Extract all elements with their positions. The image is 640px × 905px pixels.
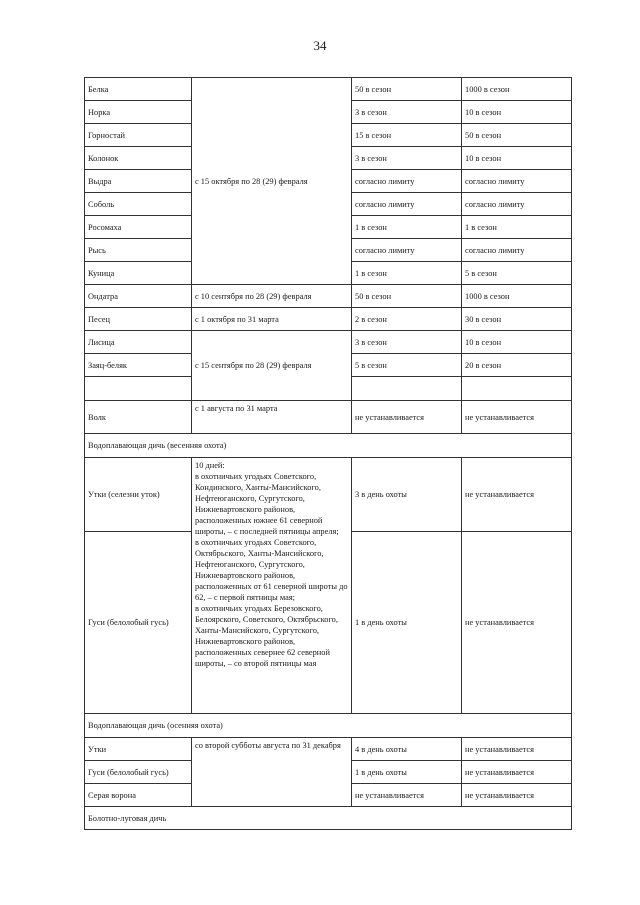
section-autumn-hunt: Водоплавающая дичь (осенняя охота) [85,714,572,738]
period-cell: с 10 сентября по 28 (29) февраля [192,285,352,308]
animal-cell: Куница [85,262,192,285]
section-spring-hunt: Водоплавающая дичь (весенняя охота) [85,434,572,458]
season-limit-cell: 3 в день охоты [352,458,462,532]
season-limit-cell: согласно лимиту [352,239,462,262]
table-row [85,401,572,434]
season-limit-cell: согласно лимиту [352,170,462,193]
hunter-limit-cell: 1 в сезон [462,216,572,239]
section-header-row [85,434,572,458]
hunter-limit-cell: не устанавливается [462,401,572,434]
hunter-limit-cell: 10 в сезон [462,147,572,170]
section-header-row [85,714,572,738]
hunter-limit-cell: не устанавливается [462,532,572,714]
season-limit-cell: 50 в сезон [352,285,462,308]
table-row [85,285,572,308]
table-row [85,308,572,331]
hunter-limit-cell: 50 в сезон [462,124,572,147]
animal-cell: Рысь [85,239,192,262]
animal-cell: Заяц-беляк [85,354,192,377]
empty-cell [85,377,192,401]
table-row [85,331,572,354]
season-limit-cell: 1 в день охоты [352,761,462,784]
spring-period-intro: 10 дней: [195,461,225,470]
season-limit-cell: 5 в сезон [352,354,462,377]
page-number: 34 [313,38,327,53]
table-row [85,738,572,761]
animal-cell: Горностай [85,124,192,147]
hunter-limit-cell: не устанавливается [462,761,572,784]
season-limit-cell: 15 в сезон [352,124,462,147]
hunter-limit-cell: не устанавливается [462,738,572,761]
animal-cell: Гуси (белолобый гусь) [85,761,192,784]
section-header-row [85,807,572,830]
season-limit-cell: не устанавливается [352,784,462,807]
hunter-limit-cell: согласно лимиту [462,239,572,262]
animal-cell: Выдра [85,170,192,193]
hunter-limit-cell: согласно лимиту [462,170,572,193]
animal-cell: Колонок [85,147,192,170]
table-row [85,78,572,101]
animal-cell: Песец [85,308,192,331]
season-limit-cell: 1 в сезон [352,216,462,239]
animal-cell: Лисица [85,331,192,354]
animal-cell: Утки (селезни уток) [85,458,192,532]
hunter-limit-cell: не устанавливается [462,458,572,532]
hunter-limit-cell: 1000 в сезон [462,78,572,101]
hunter-limit-cell: 20 в сезон [462,354,572,377]
hunter-limit-cell: 10 в сезон [462,101,572,124]
season-limit-cell: 3 в сезон [352,331,462,354]
season-limit-cell: 1 в сезон [352,262,462,285]
hunter-limit-cell: 10 в сезон [462,331,572,354]
spring-period-zone-north: в охотничьих угодьях Березовского, Белоярского, Советского, Октябрьского, Ханты-Мансийского, Сургутского, Нижневартовского районов, расположенных севернее 62 северной широты, – со второй пятницы мая [195,604,338,668]
period-cell: с 15 сентября по 28 (29) февраля [192,331,352,401]
period-cell: с 1 октября по 31 марта [192,308,352,331]
season-limit-cell: 3 в сезон [352,147,462,170]
hunter-limit-cell: 1000 в сезон [462,285,572,308]
period-cell: с 1 августа по 31 марта [192,401,352,434]
section-marsh-game: Болотно-луговая дичь [85,807,572,830]
animal-cell: Утки [85,738,192,761]
hunter-limit-cell: 5 в сезон [462,262,572,285]
animal-cell: Гуси (белолобый гусь) [85,532,192,714]
hunter-limit-cell: 30 в сезон [462,308,572,331]
season-limit-cell: 1 в день охоты [352,532,462,714]
season-limit-cell: не устанавливается [352,401,462,434]
animal-cell: Белка [85,78,192,101]
season-limit-cell: 3 в сезон [352,101,462,124]
season-limit-cell: 50 в сезон [352,78,462,101]
empty-cell [462,377,572,401]
animal-cell: Ондатра [85,285,192,308]
season-limit-cell: согласно лимиту [352,193,462,216]
period-cell: со второй субботы августа по 31 декабря [192,738,352,807]
hunter-limit-cell: не устанавливается [462,784,572,807]
hunting-limits-table [84,77,572,830]
period-cell: с 15 октября по 28 (29) февраля [192,78,352,285]
season-limit-cell: 4 в день охоты [352,738,462,761]
animal-cell: Волк [85,401,192,434]
table-row [85,458,572,532]
spring-period-cell [192,458,352,714]
spring-period-zone-middle: в охотничьих угодьях Советского, Октябрьского, Ханты-Мансийского, Нефтеюганского, Сургутского, Нижневартовского районов, расположенных от 61 северной широты до 62, – с первой пятницы мая; [195,538,348,602]
animal-cell: Норка [85,101,192,124]
animal-cell: Росомаха [85,216,192,239]
animal-cell: Серая ворона [85,784,192,807]
spring-period-zone-south: в охотничьих угодьях Советского, Кондинского, Ханты-Мансийского, Нефтеюганского, Сургутского, Нижневартовского районов, расположенных южнее 61 северной широты, – с последней пятницы апреля; [195,472,339,536]
season-limit-cell: 2 в сезон [352,308,462,331]
hunter-limit-cell: согласно лимиту [462,193,572,216]
empty-cell [352,377,462,401]
animal-cell: Соболь [85,193,192,216]
